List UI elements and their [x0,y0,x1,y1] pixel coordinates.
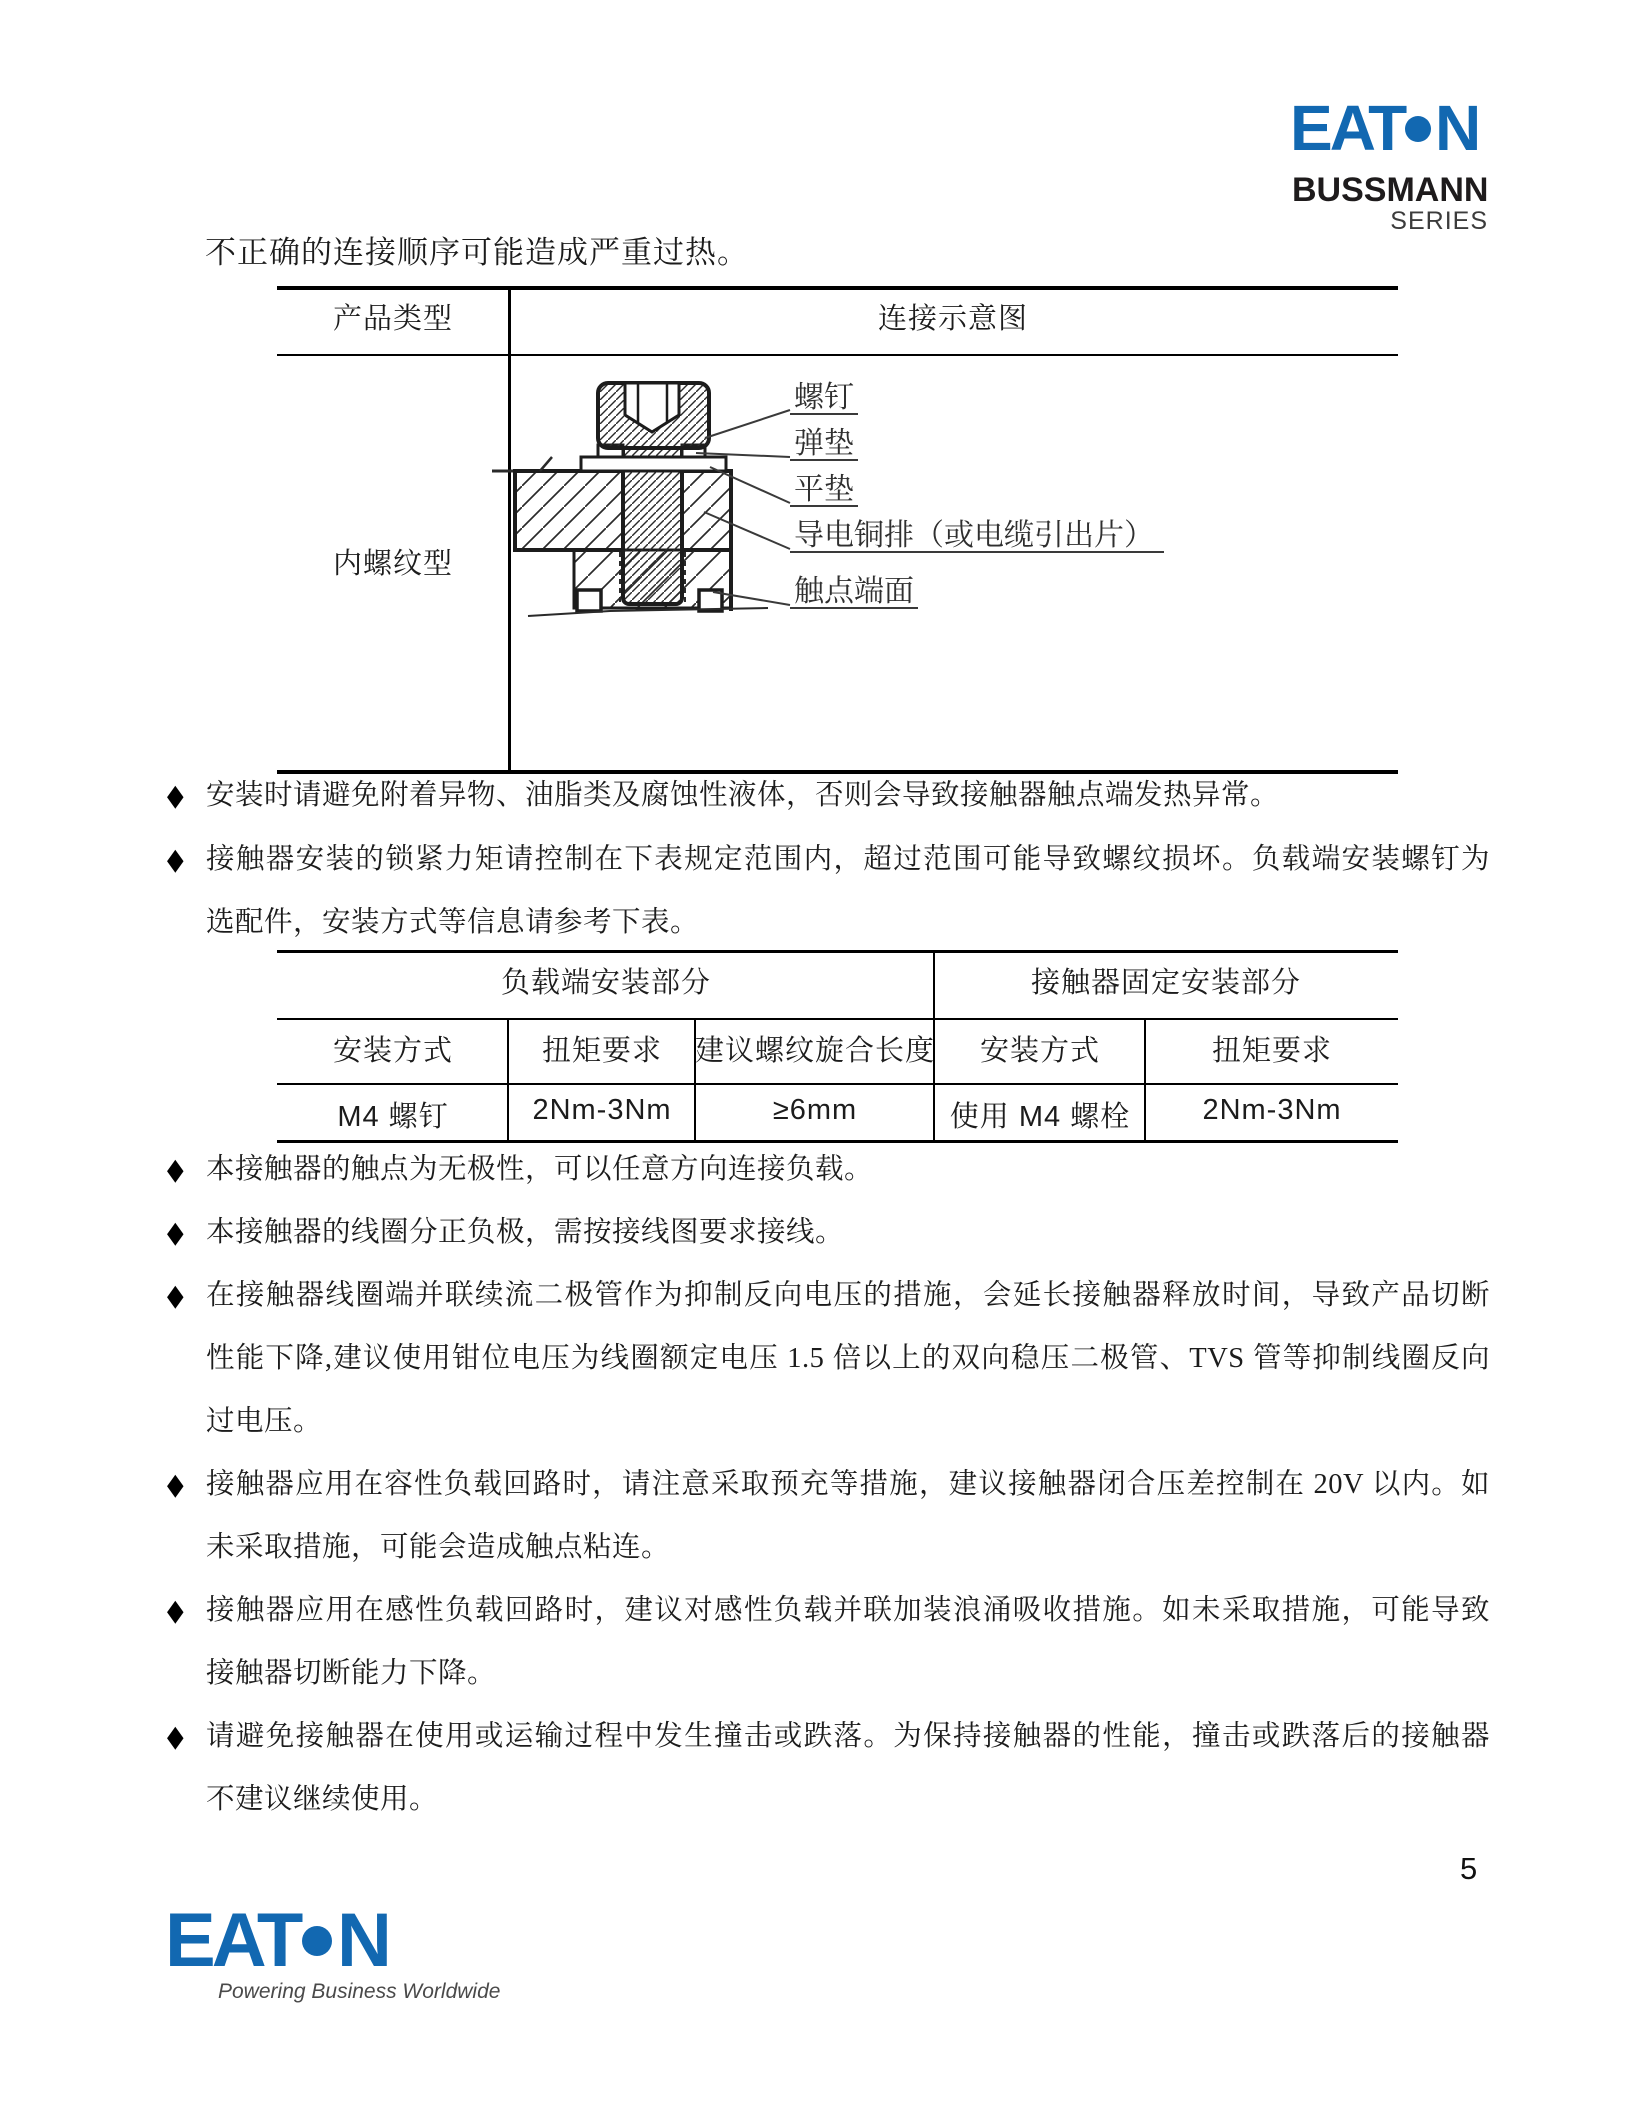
diamond-bullet-icon: ◆ [167,843,184,876]
label-spring-washer: 弹垫 [794,427,854,460]
flat-washer [581,457,726,471]
table2-value: 使用 M4 螺栓 [949,1101,1131,1133]
table1-row-label-internal-thread: 内螺纹型 [332,548,454,580]
table2-value: 2Nm-3Nm [1202,1094,1342,1126]
table2-top-border [277,950,1398,953]
table2-value: M4 螺钉 [337,1101,449,1133]
eaton-logo [165,1898,388,1983]
table2-value: ≥6mm [772,1094,858,1126]
bullet-line: 接触器应用在容性负载回路时，请注意采取预充等措施，建议接触器闭合压差控制在 20V 以内。如 [206,1469,1490,1500]
table2-col-header: 扭矩要求 [541,1035,663,1067]
eaton-bussmann-logo [1290,88,1500,248]
table2-col-header: 建议螺纹旋合长度 [694,1035,936,1067]
table2-header-separator [277,1083,1398,1085]
eaton-logo-dot [1405,116,1431,142]
busbar-step-line [540,457,552,471]
bullet-line: 本接触器的触点为无极性，可以任意方向连接负载。 [206,1154,874,1185]
label-screw: 螺钉 [794,381,854,414]
eaton-logo [1290,92,1478,164]
bullet-line: 本接触器的线圈分正负极，需按接线图要求接线。 [206,1217,845,1248]
diamond-bullet-icon: ◆ [167,1594,184,1627]
bussmann-wordmark: BUSSMANN [1292,171,1489,209]
table1-top-border [277,286,1398,290]
bullet-line: 请避免接触器在使用或运输过程中发生撞击或跌落。为保持接触器的性能，撞击或跌落后的接触器 [206,1721,1490,1752]
label-flat-washer: 平垫 [794,473,854,506]
diamond-bullet-icon: ◆ [167,1216,184,1249]
page-number: 5 [1460,1851,1478,1886]
bullet-item [167,828,1490,954]
table2-col-header: 安装方式 [979,1035,1101,1067]
eaton-logo-text-right: N [337,1898,388,1983]
screw-connection-diagram [480,360,1410,650]
bullet-item [167,1453,1490,1579]
bullet-line: 接触器应用在感性负载回路时，建议对感性负载并联加装浪涌吸收措施。如未采取措施，可能导致 [206,1595,1490,1626]
label-busbar: 导电铜排（或电缆引出片） [794,519,1154,552]
diamond-bullet-icon: ◆ [167,779,184,812]
eaton-footer-logo [155,1888,515,2018]
table1-header-separator [277,354,1398,356]
table2-col-divider [507,1018,509,1143]
bullet-line: 选配件，安装方式等信息请参考下表。 [206,907,700,938]
bullet-item [167,1579,1490,1705]
diamond-bullet-icon: ◆ [167,1279,184,1312]
table2-value: 2Nm-3Nm [532,1094,672,1126]
bullet-line: 不建议继续使用。 [206,1784,439,1815]
bullet-item [167,764,1490,827]
terminal-foot-left [577,590,601,611]
connection-diagram-table [277,286,1398,774]
table2-col-divider [1144,1018,1146,1143]
busbar-right-section [682,471,731,550]
eaton-logo-dot [302,1926,332,1956]
busbar-left-section [515,471,623,550]
bullet-line: 过电压。 [206,1406,323,1437]
bullet-line: 性能下降,建议使用钳位电压为线圈额定电压 1.5 倍以上的双向稳压二极管、TVS 管等抑制线圈反向 [206,1343,1490,1374]
diamond-bullet-icon: ◆ [167,1468,184,1501]
eaton-tagline: Powering Business Worldwide [218,1980,501,2003]
table2-group-separator [277,1018,1398,1020]
diamond-bullet-icon: ◆ [167,1720,184,1753]
bullet-line: 未采取措施，可能会造成触点粘连。 [206,1532,671,1563]
table2-group-load-side: 负载端安装部分 [500,967,712,999]
table1-header-connection-diagram: 连接示意图 [877,303,1029,335]
table2-col-header: 扭矩要求 [1211,1035,1333,1067]
bullet-line: 接触器切断能力下降。 [206,1658,497,1689]
bullet-item [167,1264,1490,1453]
diamond-bullet-icon: ◆ [167,1153,184,1186]
table1-header-product-type: 产品类型 [332,303,454,335]
bullet-line: 在接触器线圈端并联续流二极管作为抑制反向电压的措施，会延长接触器释放时间，导致产品切断 [206,1280,1490,1311]
eaton-logo-text-right: N [1435,92,1479,164]
eaton-logo-text-left: EAT [165,1898,300,1983]
bullet-item [167,1705,1490,1831]
label-contact-face: 触点端面 [794,575,914,608]
leader-screw [705,410,790,438]
series-wordmark: SERIES [1390,207,1488,235]
intro-sentence: 不正确的连接顺序可能造成严重过热。 [205,235,749,270]
eaton-logo-text-left: EAT [1290,92,1405,164]
table2-group-contactor-fixing: 接触器固定安装部分 [1030,967,1302,999]
bullet-line: 接触器安装的锁紧力矩请控制在下表规定范围内，超过范围可能导致螺纹损坏。负载端安装螺钉为 [206,844,1490,875]
torque-spec-table [277,950,1398,1143]
bullet-line: 安装时请避免附着异物、油脂类及腐蚀性液体，否则会导致接触器触点端发热异常。 [206,780,1280,811]
table2-col-header: 安装方式 [332,1035,454,1067]
bullet-item [167,1201,1490,1264]
bullet-item [167,1138,1490,1201]
